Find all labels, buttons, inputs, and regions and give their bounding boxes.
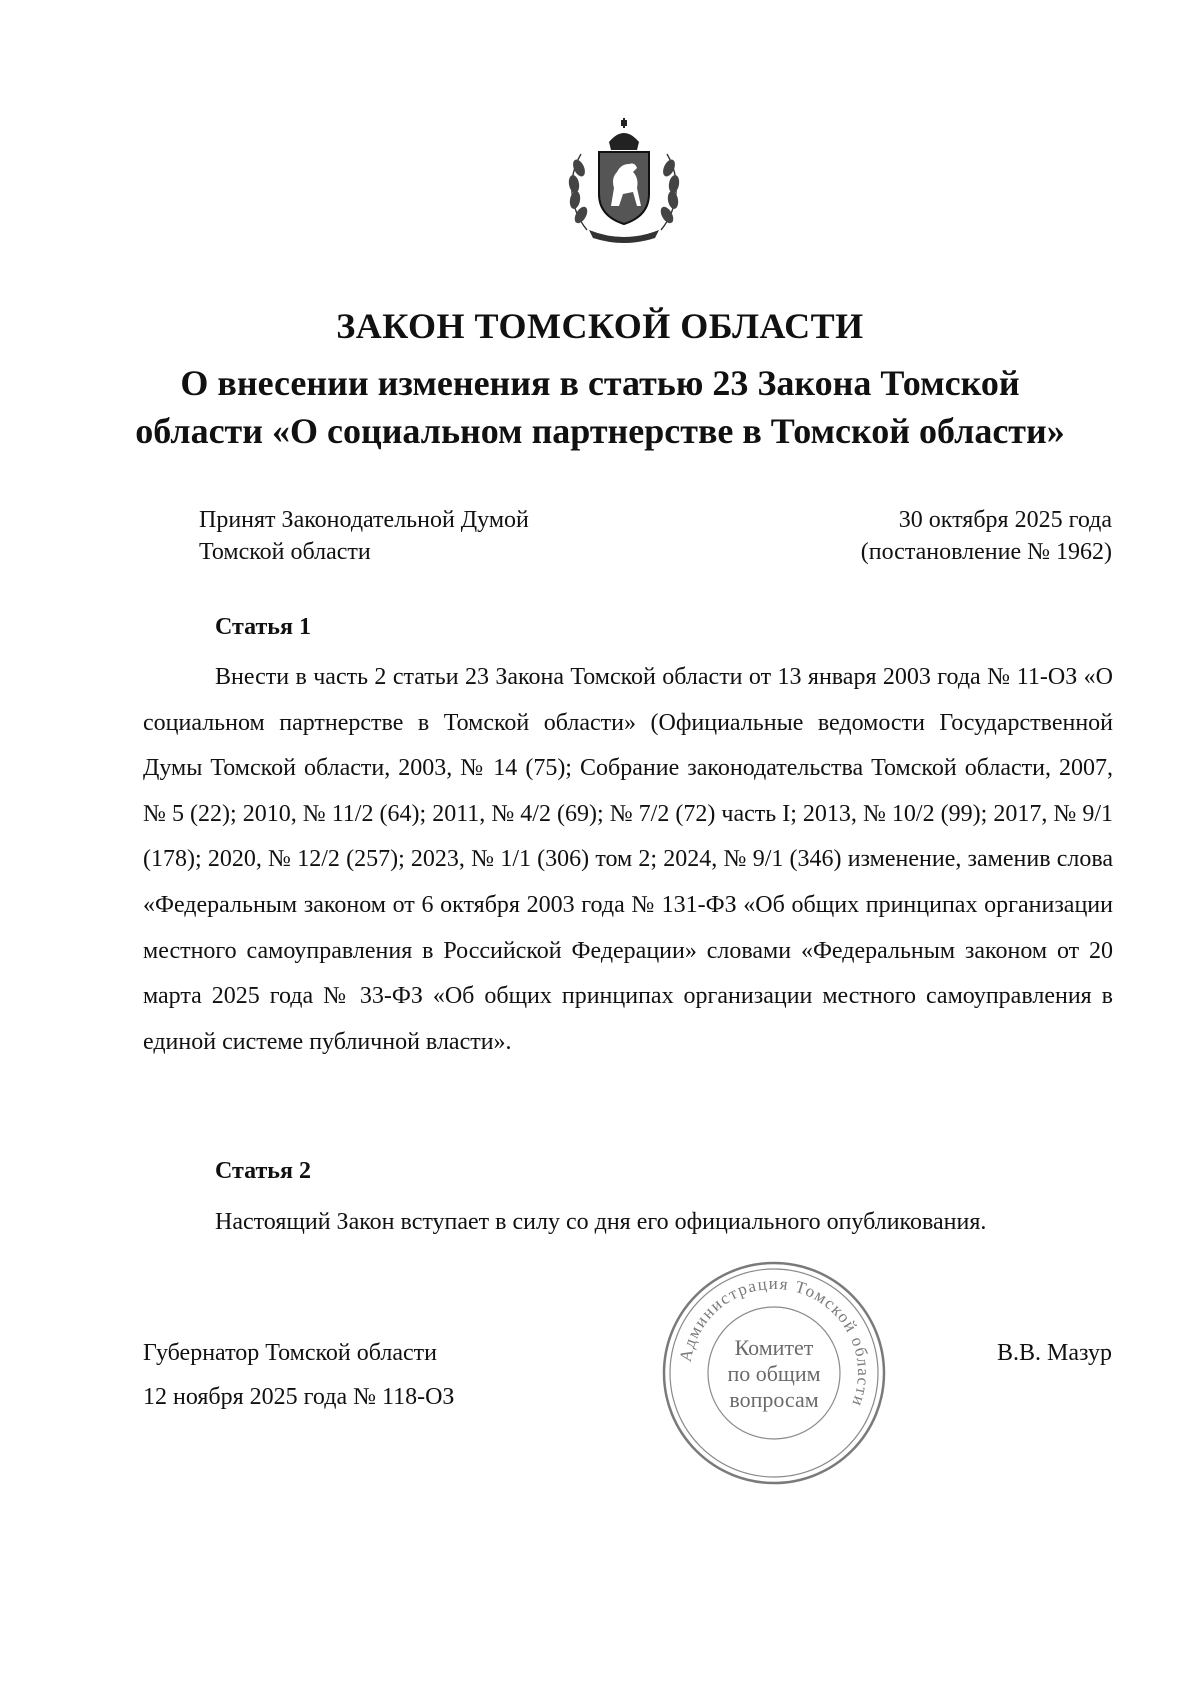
article-2-heading: Статья 2	[215, 1158, 311, 1184]
signatory-position: Губернатор Томской области	[143, 1340, 437, 1366]
official-stamp	[658, 1257, 890, 1489]
coat-of-arms-emblem	[559, 118, 689, 248]
adoption-date: 30 октября 2025 года	[898, 507, 1112, 533]
adoption-body	[199, 504, 529, 568]
law-date-number: 12 ноября 2025 года № 118-ОЗ	[143, 1384, 455, 1410]
article-2-text: Настоящий Закон вступает в силу со дня его официального опубликования.	[215, 1209, 987, 1235]
adoption-date-block	[861, 504, 1112, 568]
adoption-resolution: (постановление № 1962)	[860, 539, 1112, 565]
article-1-text: Внести в часть 2 статьи 23 Закона Томской области от 13 января 2003 года № 11-ОЗ «О социальном партнерстве в Томской области» (Официальные ведомости Государственной Думы Томской области, 2003, № 14 (75); Собрание законодательства Томской области, 2007, № 5 (22); 2010, № 11/2 (64); 2011, № 4/2 (69); № 7/2 (72) часть I; 2013, № 10/2 (99); 2017, № 9/1 (178); 2020, № 12/2 (257); 2023, № 1/1 (306) том 2; 2024, № 9/1 (346) изменение, заменив слова «Федеральным законом от 6 октября 2003 года № 131-ФЗ «Об общих принципах организации местного самоуправления в Российской Федерации» словами «Федеральным законом от 20 марта 2025 года № 33-ФЗ «Об общих принципах организации местного самоуправления в единой системе публичной власти».	[143, 664, 1113, 1055]
adoption-line1: Принят Законодательной Думой	[199, 507, 529, 533]
stamp-line3: вопросам	[729, 1387, 819, 1412]
stamp-line2: по общим	[727, 1361, 821, 1386]
signatory-name: В.В. Мазур	[997, 1340, 1112, 1366]
stamp-line1: Комитет	[734, 1335, 814, 1360]
document-subtitle-line2: области «О социальном партнерстве в Томской области»	[135, 411, 1065, 451]
stamp-ring-text: Администрация Томской области	[675, 1273, 874, 1410]
adoption-line2: Томской области	[199, 539, 371, 565]
article-1-heading: Статья 1	[215, 614, 311, 640]
document-subtitle-line1: О внесении изменения в статью 23 Закона Томской	[180, 363, 1020, 403]
document-title: ЗАКОН ТОМСКОЙ ОБЛАСТИ	[336, 306, 864, 346]
